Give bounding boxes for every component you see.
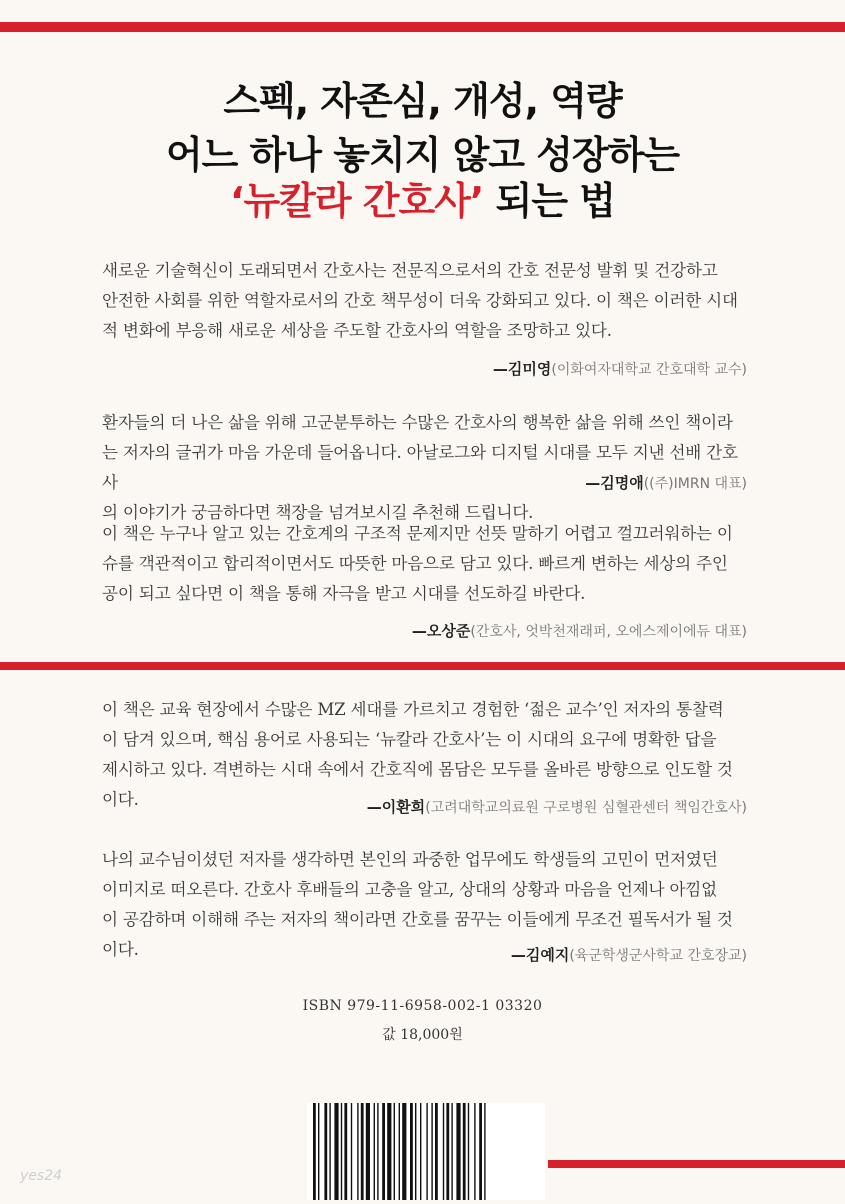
review-line: 새로운 기술혁신이 도래되면서 간호사는 전문직으로서의 간호 전문성 발휘 및 건강하고 xyxy=(102,261,718,280)
middle-red-bar xyxy=(0,662,845,670)
reviewer-name: —오상준 xyxy=(411,622,471,640)
review-line: 공이 되고 싶다면 이 책을 통해 자극을 받고 시대를 선도하길 바란다. xyxy=(102,584,586,603)
headline-line-1: 스펙, 자존심, 개성, 역량 xyxy=(223,79,622,123)
headline-line-3 xyxy=(0,174,845,228)
reviewer-affiliation: (육군학생군사학교 간호장교) xyxy=(569,948,747,964)
review-line: 이 책은 누구나 알고 있는 간호계의 구조적 문제지만 선뜻 말하기 어렵고 껄끄러워하는 이 xyxy=(102,524,733,543)
review-1-text xyxy=(102,256,750,346)
top-red-bar xyxy=(0,22,845,32)
review-line: 이미지로 떠오른다. 간호사 후배들의 고충을 알고, 상대의 상황과 마음을 언제나 아낌없 xyxy=(102,880,717,899)
price-text: 값 18,000원 xyxy=(382,1027,463,1043)
watermark-logo: yes24 xyxy=(20,1168,63,1184)
review-line: 환자들의 더 나은 삶을 위해 고군분투하는 수많은 간호사의 행복한 삶을 위해 쓰인 책이라 xyxy=(102,413,733,432)
review-line: 제시하고 있다. 격변하는 시대 속에서 간호직에 몸담은 모두를 올바른 방향으로 인도할 것 xyxy=(102,760,733,779)
review-5-attribution xyxy=(511,944,747,965)
reviewer-affiliation: (고려대학교의료원 구로병원 심혈관센터 책임간호사) xyxy=(425,800,747,816)
review-line: 이 담겨 있으며, 핵심 용어로 사용되는 ‘뉴칼라 간호사’는 이 시대의 요구에 명확한 답을 xyxy=(102,730,717,749)
review-3-attribution xyxy=(412,620,747,641)
reviewer-affiliation: (이화여자대학교 간호대학 교수) xyxy=(551,362,747,378)
barcode-graphic xyxy=(307,1103,545,1200)
review-line: 이 책은 교육 현장에서 수많은 MZ 세대를 가르치고 경험한 ‘젊은 교수’인 저자의 통찰력 xyxy=(102,700,724,719)
review-3-text xyxy=(102,519,750,609)
reviewer-affiliation: (간호사, 엇박천재래퍼, 오에스제이에듀 대표) xyxy=(470,624,747,640)
reviewer-name: —김명애 xyxy=(585,474,644,492)
bottom-right-red-bar xyxy=(548,1160,845,1168)
review-line: 는 저자의 글귀가 마음 가운데 들어옵니다. 아날로그와 디지털 시대를 모두 지낸 선배 간호사 xyxy=(102,443,738,492)
review-line: 이다. xyxy=(102,940,139,959)
review-1-attribution xyxy=(493,358,747,379)
headline-highlight: ‘뉴칼라 간호사’ xyxy=(230,179,484,223)
review-4-attribution xyxy=(367,796,747,817)
headline-rest: 되는 법 xyxy=(483,179,615,223)
review-line: 적 변화에 부응해 새로운 세상을 주도할 간호사의 역할을 조망하고 있다. xyxy=(102,321,612,340)
barcode xyxy=(307,1103,545,1200)
review-line: 안전한 사회를 위한 역할자로서의 간호 책무성이 더욱 강화되고 있다. 이 책은 이러한 시대 xyxy=(102,291,738,310)
review-line: 나의 교수님이셨던 저자를 생각하면 본인의 과중한 업무에도 학생들의 고민이 먼저였던 xyxy=(102,850,718,869)
headline-line-2: 어느 하나 놓치지 않고 성장하는 xyxy=(165,133,680,177)
isbn-text: ISBN 979-11-6958-002-1 03320 xyxy=(302,998,543,1014)
reviewer-affiliation: ((주)IMRN 대표) xyxy=(643,476,747,492)
review-2-attribution xyxy=(585,472,747,493)
review-2-text xyxy=(102,408,750,528)
reviewer-name: —이환희 xyxy=(366,798,426,816)
review-line: 의 이야기가 궁금하다면 책장을 넘겨보시길 추천해 드립니다. xyxy=(102,503,534,522)
review-line: 이 공감하며 이해해 주는 저자의 책이라면 간호를 꿈꾸는 이들에게 무조건 필독서가 될 것 xyxy=(102,910,733,929)
reviewer-name: —김예지 xyxy=(510,946,570,964)
review-line: 이다. xyxy=(102,790,139,809)
review-line: 슈를 객관적이고 합리적이면서도 따뜻한 마음으로 담고 있다. 빠르게 변하는 세상의 주인 xyxy=(102,554,728,573)
reviewer-name: —김미영 xyxy=(492,360,552,378)
